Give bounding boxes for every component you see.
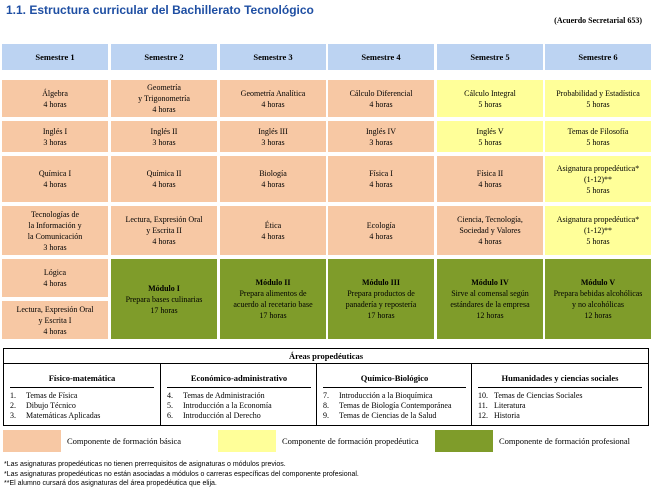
subject-cell	[437, 206, 543, 255]
footnote: *Las asignaturas propedéuticas no tienen prerrequisitos de asignaturas o módulos previos.	[4, 461, 286, 468]
subject-text: Sirve al comensal según estándares de la empresa 12 horas	[450, 289, 530, 320]
subject-cell	[545, 80, 651, 117]
subject-cell	[220, 121, 326, 152]
modulo-cell	[220, 259, 326, 339]
subject-text: Tecnologías de la Información y la Comunicación 3 horas	[27, 209, 83, 252]
semester-header: Semestre 2	[111, 44, 217, 70]
area-subject-number: 1.	[10, 391, 16, 400]
modulo-title: Módulo I	[148, 283, 180, 293]
acuerdo-reference: (Acuerdo Secretarial 653)	[554, 16, 642, 25]
area-subject	[10, 411, 100, 421]
subject-cell	[2, 121, 108, 152]
subject-text: Geometría Analítica 4 horas	[240, 88, 306, 109]
subject-cell	[220, 156, 326, 202]
subject-text: Prepara bebidas alcohólicas y no alcohólicas 12 horas	[553, 289, 643, 320]
area-subject-name: Temas de Física	[26, 391, 78, 400]
area-subject	[323, 401, 452, 411]
area-subject-list	[478, 391, 583, 421]
area-subject-name: Temas de Biología Contemporánea	[339, 401, 452, 410]
area-name: Físico-matemática	[48, 373, 116, 383]
area-group	[471, 363, 648, 425]
subject-text: Ética 4 horas	[261, 220, 285, 241]
area-group	[4, 363, 160, 425]
area-subject	[167, 391, 272, 401]
area-subject-name: Dibujo Técnico	[26, 401, 76, 410]
subject-cell	[328, 156, 434, 202]
area-subject-number: 6.	[167, 411, 173, 420]
areas-title: Áreas propedéuticas	[288, 351, 364, 361]
subject-cell	[111, 206, 217, 255]
area-subject-name: Introducción a la Bioquímica	[339, 391, 433, 400]
subject-cell	[2, 156, 108, 202]
area-subject-list	[323, 391, 452, 421]
subject-text: Lectura, Expresión Oral y Escrita II 4 horas	[125, 215, 203, 246]
area-subject-number: 10.	[478, 391, 488, 400]
area-subject-name: Temas de Ciencias de la Salud	[339, 411, 437, 420]
area-subject	[167, 401, 272, 411]
subject-text: Cálculo Integral 5 horas	[464, 88, 516, 109]
subject-text: Prepara productos de panadería y repostería 17 horas	[345, 289, 417, 320]
area-group	[160, 363, 317, 425]
area-subject	[10, 391, 100, 401]
area-name: Humanidades y ciencias sociales	[501, 373, 619, 383]
area-subject-name: Temas de Administración	[183, 391, 265, 400]
legend-swatch	[3, 430, 61, 452]
footnote: *Las asignaturas propedéuticas no están asociadas a módulos o carreras específicas del componente profesional.	[4, 470, 359, 478]
area-subject	[167, 411, 272, 421]
subject-cell	[111, 121, 217, 152]
subject-text: Inglés II 3 horas	[150, 126, 178, 147]
subject-text: Biología 4 horas	[259, 169, 287, 189]
subject-cell	[437, 80, 543, 117]
modulo-cell	[437, 259, 543, 339]
subject-text: Ciencia, Tecnología, Sociedad y Valores 4 horas	[457, 215, 523, 246]
subject-text: Asignatura propedéutica* (1-12)** 5 horas	[556, 163, 640, 195]
modulo-title: Módulo II	[255, 278, 291, 287]
semester-header: Semestre 5	[437, 44, 543, 70]
area-subject	[478, 401, 583, 411]
area-subject-number: 5.	[167, 401, 173, 410]
area-subject-name: Introducción al Derecho	[183, 411, 261, 420]
area-subject	[323, 411, 452, 421]
subject-cell	[2, 80, 108, 117]
legend	[0, 430, 654, 452]
subject-text: Inglés V 5 horas	[476, 126, 504, 147]
modulo-title: Módulo III	[361, 278, 400, 287]
legend-swatch	[435, 430, 493, 452]
area-subject-name: Temas de Ciencias Sociales	[494, 391, 583, 400]
subject-text: Inglés I 3 horas	[42, 126, 68, 147]
area-subject-name: Literatura	[494, 401, 526, 410]
subject-cell	[545, 156, 651, 202]
area-subject-number: 3.	[10, 411, 16, 420]
subject-cell	[328, 80, 434, 117]
subject-cell	[111, 156, 217, 202]
subject-text: Ecología 4 horas	[366, 220, 396, 241]
subject-cell	[328, 206, 434, 255]
subject-text: Física II 4 horas	[476, 169, 504, 189]
footnote: **El alumno cursará dos asignaturas del área propedéutica que elija.	[4, 480, 217, 487]
area-name: Químico-Biológico	[360, 373, 429, 383]
subject-cell	[545, 206, 651, 255]
semester-header: Semestre 1	[2, 44, 108, 70]
area-subject	[10, 401, 100, 411]
legend-label: Componente de formación básica	[67, 436, 182, 446]
subject-text: Asignatura propedéutica* (1-12)** 5 horas	[556, 215, 640, 246]
subject-text: Física I 4 horas	[369, 169, 393, 189]
curriculum-grid	[2, 44, 652, 340]
subject-cell	[437, 121, 543, 152]
area-subject	[478, 411, 583, 421]
area-underline	[478, 387, 642, 388]
area-group	[316, 363, 472, 425]
subject-text: Química I 4 horas	[38, 169, 72, 189]
subject-cell	[220, 206, 326, 255]
subject-cell	[2, 206, 108, 255]
area-subject-number: 8.	[323, 401, 329, 410]
area-underline	[323, 387, 466, 388]
subject-text: Lógica 4 horas	[43, 268, 67, 288]
modulo-cell	[328, 259, 434, 339]
page-title: 1.1. Estructura curricular del Bachillerato Tecnológico	[6, 3, 314, 17]
modulo-cell	[545, 259, 651, 339]
area-subject	[478, 391, 583, 401]
area-subject	[323, 391, 452, 401]
footnotes	[4, 460, 359, 489]
legend-label: Componente de formación propedéutica	[282, 436, 419, 446]
modulo-title: Módulo IV	[471, 278, 509, 287]
subject-cell	[437, 156, 543, 202]
area-name: Económico-administrativo	[190, 373, 288, 383]
area-subject-name: Historia	[494, 411, 520, 420]
modulo-cell	[111, 259, 217, 339]
semester-header: Semestre 6	[545, 44, 651, 70]
area-underline	[167, 387, 311, 388]
subject-text: Temas de Filosofía 5 horas	[567, 126, 629, 147]
area-subject-list	[167, 391, 272, 421]
subject-cell	[545, 121, 651, 152]
area-subject-number: 9.	[323, 411, 329, 420]
area-subject-number: 4.	[167, 391, 173, 400]
area-subject-number: 7.	[323, 391, 329, 400]
semester-header: Semestre 4	[328, 44, 434, 70]
areas-propedeuticas-table	[3, 348, 649, 426]
area-subject-name: Introducción a la Economía	[183, 401, 272, 410]
area-underline	[10, 387, 154, 388]
subject-text: Prepara alimentos de acuerdo al recetario base 17 horas	[233, 289, 313, 320]
area-subject-list	[10, 391, 100, 421]
subject-cell	[111, 80, 217, 117]
subject-cell	[2, 259, 108, 297]
semester-header: Semestre 3	[220, 44, 326, 70]
subject-text: Inglés IV 3 horas	[366, 126, 396, 147]
subject-cell	[328, 121, 434, 152]
legend-swatch	[218, 430, 276, 452]
area-subject-name: Matemáticas Aplicadas	[26, 411, 101, 420]
subject-text: Geometría y Trigonometría 4 horas	[138, 83, 190, 114]
modulo-title: Módulo V	[580, 278, 616, 287]
subject-text: Probabilidad y Estadística 5 horas	[556, 88, 640, 109]
subject-text: Álgebra 4 horas	[42, 88, 68, 109]
subject-cell	[2, 301, 108, 339]
subject-text: Inglés III 3 horas	[258, 126, 288, 147]
subject-cell	[220, 80, 326, 117]
subject-text: Lectura, Expresión Oral y Escrita I 4 horas	[16, 304, 94, 336]
subject-text: Química II 4 horas	[146, 169, 182, 189]
subject-text: Prepara bases culinarias 17 horas	[125, 294, 203, 315]
legend-label: Componente de formación profesional	[499, 436, 631, 446]
area-subject-number: 11.	[478, 401, 488, 410]
area-subject-number: 12.	[478, 411, 488, 420]
subject-text: Cálculo Diferencial 4 horas	[349, 88, 413, 109]
area-subject-number: 2.	[10, 401, 16, 410]
